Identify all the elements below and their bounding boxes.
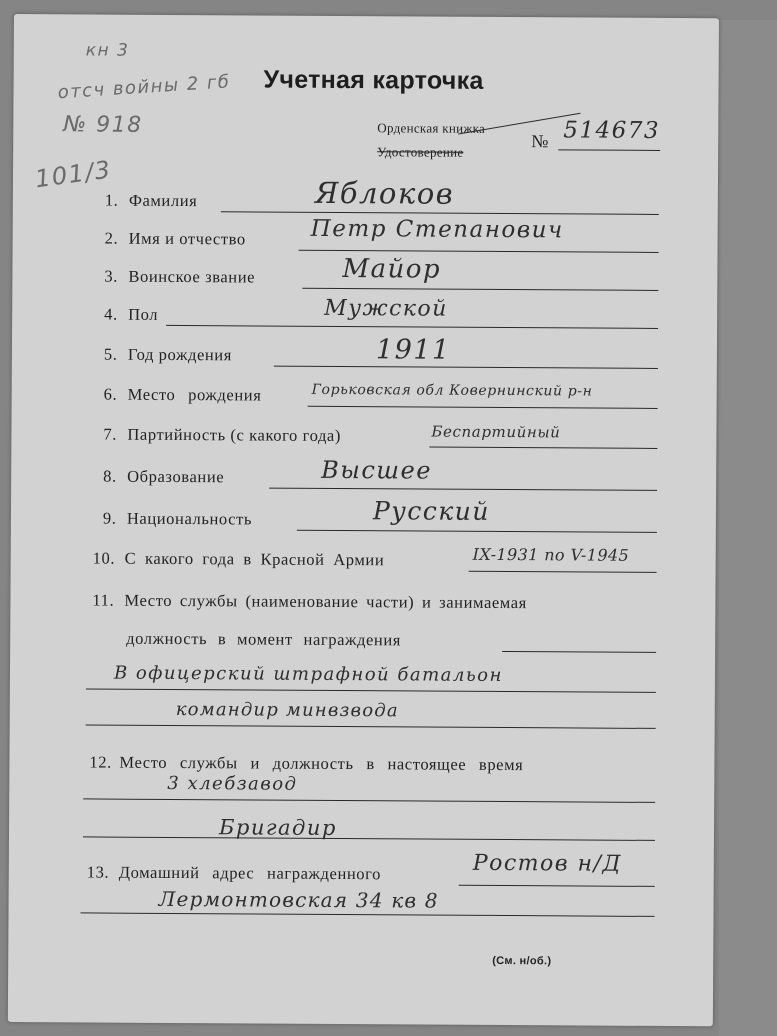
field-9-num: 9. [102,508,117,528]
field-11-line-c [86,724,656,728]
order-number-prefix: № [531,131,550,152]
field-12-value-line2: Бригадир [218,815,337,840]
field-7-label: Партийность (с какого года) [127,424,342,446]
field-13-line-a [459,885,655,887]
field-2-line [299,250,659,253]
field-11-line-b [86,688,656,692]
field-4-value: Мужской [324,295,448,322]
field-7-num: 7. [103,424,118,444]
field-7-line [429,447,657,449]
field-2-num: 2. [104,228,119,248]
order-book-label: Орденская книжка [377,120,486,136]
field-11-value-line2: командир минвзвода [175,699,399,722]
field-3-line [302,288,658,291]
field-12-value-line1: 3 хлебзавод [167,772,298,795]
field-6-label: Место рождения [127,384,262,405]
field-11-label-line2: должность в момент награждения [126,628,402,650]
field-5-value: 1911 [375,334,451,366]
pencil-note-3: № 918 [63,112,143,138]
order-number-line [558,149,660,151]
field-1-line [221,211,659,215]
field-13-num: 13. [86,862,110,882]
field-7-value: Беспартийный [431,422,561,442]
field-5-num: 5. [103,344,118,364]
field-1-value: Яблоков [314,175,455,211]
footer-note: (См. н/об.) [492,954,552,968]
field-12-line-a [83,798,655,802]
field-3-num: 3. [104,266,119,286]
field-2-label: Имя и отчество [128,228,246,249]
field-11-line-a [502,651,656,653]
registration-card [8,14,719,1026]
field-13-line-b [81,912,655,917]
field-13-label: Домашний адрес награжденного [118,862,382,884]
field-4-line [166,325,658,329]
field-13-value-line1: Ростов н/Д [472,850,622,877]
field-11-label-line1: Место службы (наименование части) и занимаемая [124,590,527,613]
pencil-note-2: отсч войны 2 гб [57,71,232,104]
field-8-num: 8. [103,466,117,486]
pencil-note-1: кн 3 [85,40,130,61]
field-3-label: Воинское звание [128,266,256,287]
field-8-label: Образование [127,466,225,487]
field-1-num: 1. [104,190,119,210]
field-9-label: Национальность [126,508,253,529]
field-12-label: Место службы и должность в настоящее время [119,752,524,775]
field-10-line [469,571,657,573]
field-8-value: Высшее [321,455,433,485]
field-5-line [274,366,658,369]
field-4-label: Пол [128,304,159,324]
field-8-line [269,488,657,491]
field-4-num: 4. [104,304,118,324]
pencil-note-4: 101/3 [33,155,114,194]
field-11-value-line1: В офицерский штрафной батальон [113,662,503,686]
background-shadow [719,20,777,1036]
field-9-value: Русский [372,496,491,526]
field-9-line [297,530,657,533]
field-10-num: 10. [92,548,116,568]
field-6-value: Горьковская обл Ковернинский р-н [311,381,593,400]
field-12-line-b [83,836,655,840]
field-11-num: 11. [92,590,115,610]
order-number: 514673 [563,117,661,144]
field-1-label: Фамилия [128,190,198,211]
field-10-value: IX-1931 по V-1945 [472,544,630,565]
field-13-value-line2: Лермонтовская 34 кв 8 [158,886,439,913]
field-10-label: С какого года в Красной Армии [124,548,385,570]
field-6-num: 6. [103,384,118,404]
certificate-label: Удостоверение [377,144,464,160]
field-12-num: 12. [89,752,112,772]
field-3-value: Майор [342,254,442,285]
card-title: Учетная карточка [263,65,484,95]
field-6-line [308,406,658,409]
field-2-value: Петр Степанович [310,215,564,244]
field-5-label: Год рождения [127,344,233,365]
